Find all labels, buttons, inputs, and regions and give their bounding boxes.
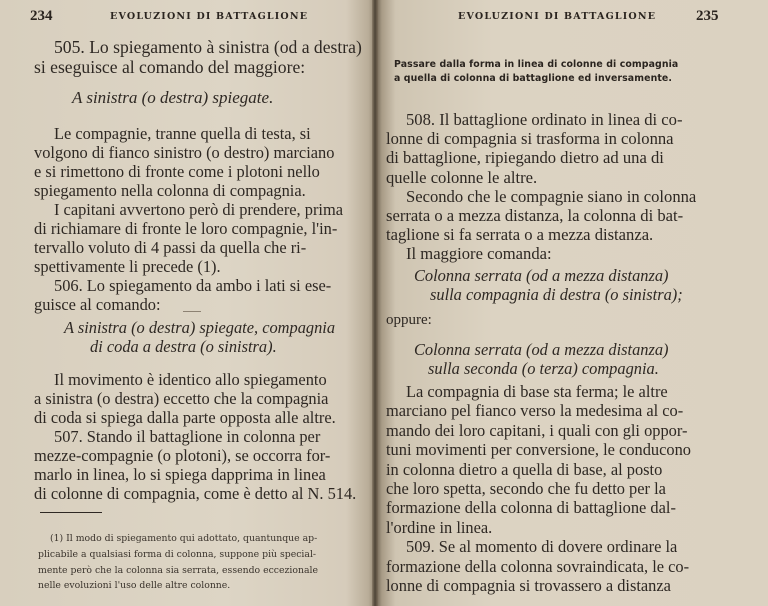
text-line: lonne di compagnia si trovassero a distanza [386, 575, 671, 595]
left-body [34, 37, 362, 77]
text-line: l'ordine in linea. [386, 517, 493, 537]
text-line: di battaglione, ripiegando dietro ad una di [386, 148, 664, 168]
command-block [414, 340, 669, 379]
text-line: di colonne di compagnia, come è detto al N. 514. [34, 484, 357, 503]
text-line: che loro spetta, secondo che fu detto per la [386, 478, 666, 498]
text-line: Colonna serrata (od a mezza distanza) [414, 340, 669, 359]
text-line: 506. Lo spiegamento da ambo i lati si ese- [54, 276, 332, 295]
footnote-line: (1) Il modo di spiegamento qui adottato, quantunque ap- [50, 533, 318, 544]
text-line: 509. Se al momento di dovere ordinare la [406, 537, 678, 557]
footnote-line: nelle evoluzioni l'uso delle altre colonne. [38, 580, 231, 592]
text-line: mando dei loro capitani, i quali con gli oppor- [386, 420, 688, 440]
text-line: lonne di compagnia si trasforma in colonna [386, 129, 674, 149]
right-body-2 [386, 382, 691, 595]
text-line: 508. Il battaglione ordinato in linea di co- [406, 110, 683, 129]
text-line: mezze-compagnie (o plotoni), se occorra for- [34, 446, 331, 465]
text-line: spettivamente li precede (1). [34, 257, 221, 276]
text-line: Il maggiore comanda: [406, 244, 552, 264]
section-title [394, 58, 678, 85]
text-line: Colonna serrata (od a mezza distanza) [414, 266, 669, 285]
running-head: EVOLUZIONI DI BATTAGLIONE [458, 11, 657, 22]
text-line: taglione si fa serrata o a mezza distanza. [386, 225, 654, 245]
left-body-2 [34, 124, 343, 314]
text-line: serrata o a mezza distanza, la colonna di bat- [386, 205, 684, 225]
text-line: in colonna dietro a quella di base, al posto [386, 459, 663, 479]
command-block [414, 266, 683, 305]
command-block [64, 318, 335, 356]
text-line: di coda a destra (o sinistra). [90, 337, 277, 356]
book-gutter [372, 0, 378, 606]
left-body-3 [34, 370, 356, 503]
text-line: guisce al comando: [34, 295, 161, 314]
text-line: 507. Stando il battaglione in colonna per [54, 427, 321, 446]
text-line: sulla seconda (o terza) compagnia. [428, 359, 659, 379]
text-line: marlo in linea, lo si spiega dapprima in linea [34, 465, 326, 484]
text-line: spiegamento nella colonna di compagnia. [34, 181, 306, 200]
section-title-line: Passare dalla forma in linea di colonne di compagnia [394, 59, 679, 70]
left-page [0, 0, 376, 606]
text-line: tervallo voluto di 4 passi da quella che ri- [34, 238, 307, 257]
text-line: A sinistra (o destra) spiegate, compagnia [64, 318, 336, 337]
footnote-line: mente però che la colonna sia serrata, essendo eccezionale [38, 564, 318, 576]
section-title-line: a quella di colonna di battaglione ed inversamente. [394, 72, 673, 84]
text-line: formazione della colonna sovraindicata, le co- [386, 556, 690, 576]
text-line: Il movimento è identico allo spiegamento [54, 370, 327, 389]
text-line: sulla compagnia di destra (o sinistra); [430, 285, 683, 305]
page-number: 235 [696, 8, 719, 24]
text-line: 505. Lo spiegamento à sinistra (od a destra) [54, 37, 362, 57]
footnote-line: plicabile a qualsiasi forma di colonna, suppone più special- [38, 548, 317, 560]
oppure-line: oppure: [386, 312, 432, 328]
text-line: Le compagnie, tranne quella di testa, si [54, 124, 311, 143]
text-line: a sinistra (o destra) eccetto che la compagnia [34, 389, 329, 408]
text-line: Secondo che le compagnie siano in colonna [406, 186, 697, 206]
footnote-rule [40, 512, 102, 513]
text-line: I capitani avvertono però di prendere, prima [54, 200, 343, 219]
text-line: volgono di fianco sinistro (o destro) marciano [34, 143, 335, 162]
footnote [38, 531, 318, 594]
text-line: formazione della colonna di battaglione dal- [386, 498, 676, 518]
text-line: La compagnia di base sta ferma; le altre [406, 382, 668, 401]
text-line: marciano pel fianco verso la medesima al co- [386, 401, 684, 421]
page-number: 234 [30, 8, 53, 24]
text-line: e si rimettono di fronte come i plotoni nello [34, 162, 320, 181]
right-body [386, 110, 696, 264]
text-line: quelle colonne le altre. [386, 167, 538, 187]
divider [183, 311, 201, 312]
text-line: di coda si spiega dalla parte opposta alle altre. [34, 408, 336, 427]
command-line: A sinistra (o destra) spiegate. [72, 88, 274, 107]
text-line: tuni movimenti per conversione, le conducono [386, 440, 691, 460]
text-line: di richiamare di fronte le loro compagnie, l'in- [34, 219, 338, 238]
running-head: EVOLUZIONI DI BATTAGLIONE [110, 11, 309, 22]
text-line: si eseguisce al comando del maggiore: [34, 57, 306, 77]
